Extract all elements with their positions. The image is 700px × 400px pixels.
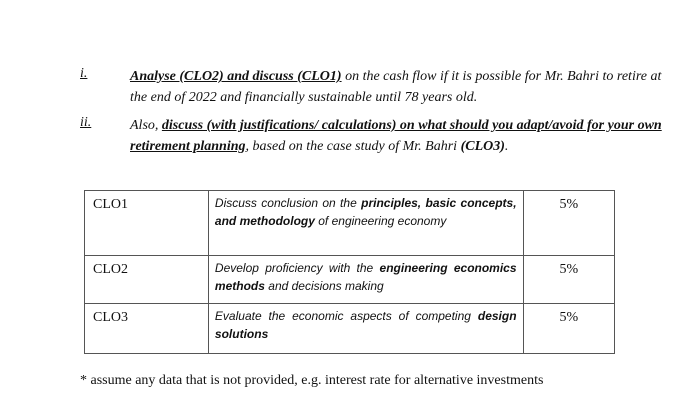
clo-table bbox=[84, 190, 615, 354]
question-number: i. bbox=[80, 66, 88, 81]
question-lead: Also, bbox=[130, 118, 162, 133]
footnote: * assume any data that is not provided, e.g. interest rate for alternative investments bbox=[80, 373, 544, 388]
clo-weight: 5% bbox=[523, 304, 614, 354]
clo-desc-bold: engineering economics methods bbox=[214, 261, 517, 293]
clo-code: CLO3 bbox=[85, 304, 209, 354]
clo-code: CLO2 bbox=[85, 256, 209, 304]
clo-desc-text: Develop proficiency with the bbox=[214, 261, 380, 275]
clo-desc-bold: principles, basic concepts, and methodology bbox=[214, 196, 517, 228]
question-number: ii. bbox=[80, 115, 92, 130]
clo-desc-text: and decisions making bbox=[264, 279, 384, 293]
question-body: , based on the case study of Mr. Bahri bbox=[245, 139, 461, 154]
clo-description bbox=[208, 256, 523, 304]
clo-description bbox=[208, 191, 523, 256]
clo-desc-text: Discuss conclusion on the bbox=[214, 196, 362, 210]
clo-weight: 5% bbox=[523, 256, 614, 304]
question-text bbox=[130, 115, 678, 157]
clo-description bbox=[208, 304, 523, 354]
question-clo-tag: (CLO3) bbox=[460, 139, 505, 154]
question-emphasis: Analyse (CLO2) and discuss (CLO1) bbox=[130, 69, 342, 84]
table-row bbox=[85, 256, 615, 304]
clo-desc-text: of engineering economy bbox=[314, 214, 447, 228]
question-text bbox=[130, 66, 678, 108]
table-row bbox=[85, 191, 615, 256]
clo-weight: 5% bbox=[523, 191, 614, 256]
clo-desc-text: Evaluate the economic aspects of competing bbox=[214, 309, 478, 323]
clo-desc-bold: design solutions bbox=[214, 309, 517, 341]
table-row bbox=[85, 304, 615, 354]
question-end: . bbox=[504, 139, 509, 154]
question-emphasis: discuss (with justifications/ calculations) on what should you adapt/avoid for your own retirement planning bbox=[130, 118, 662, 154]
clo-code: CLO1 bbox=[85, 191, 209, 256]
question-body: on the cash flow if it is possible for Mr. Bahri to retire at the end of 2022 and financially sustainable until 78 years old. bbox=[130, 69, 662, 105]
